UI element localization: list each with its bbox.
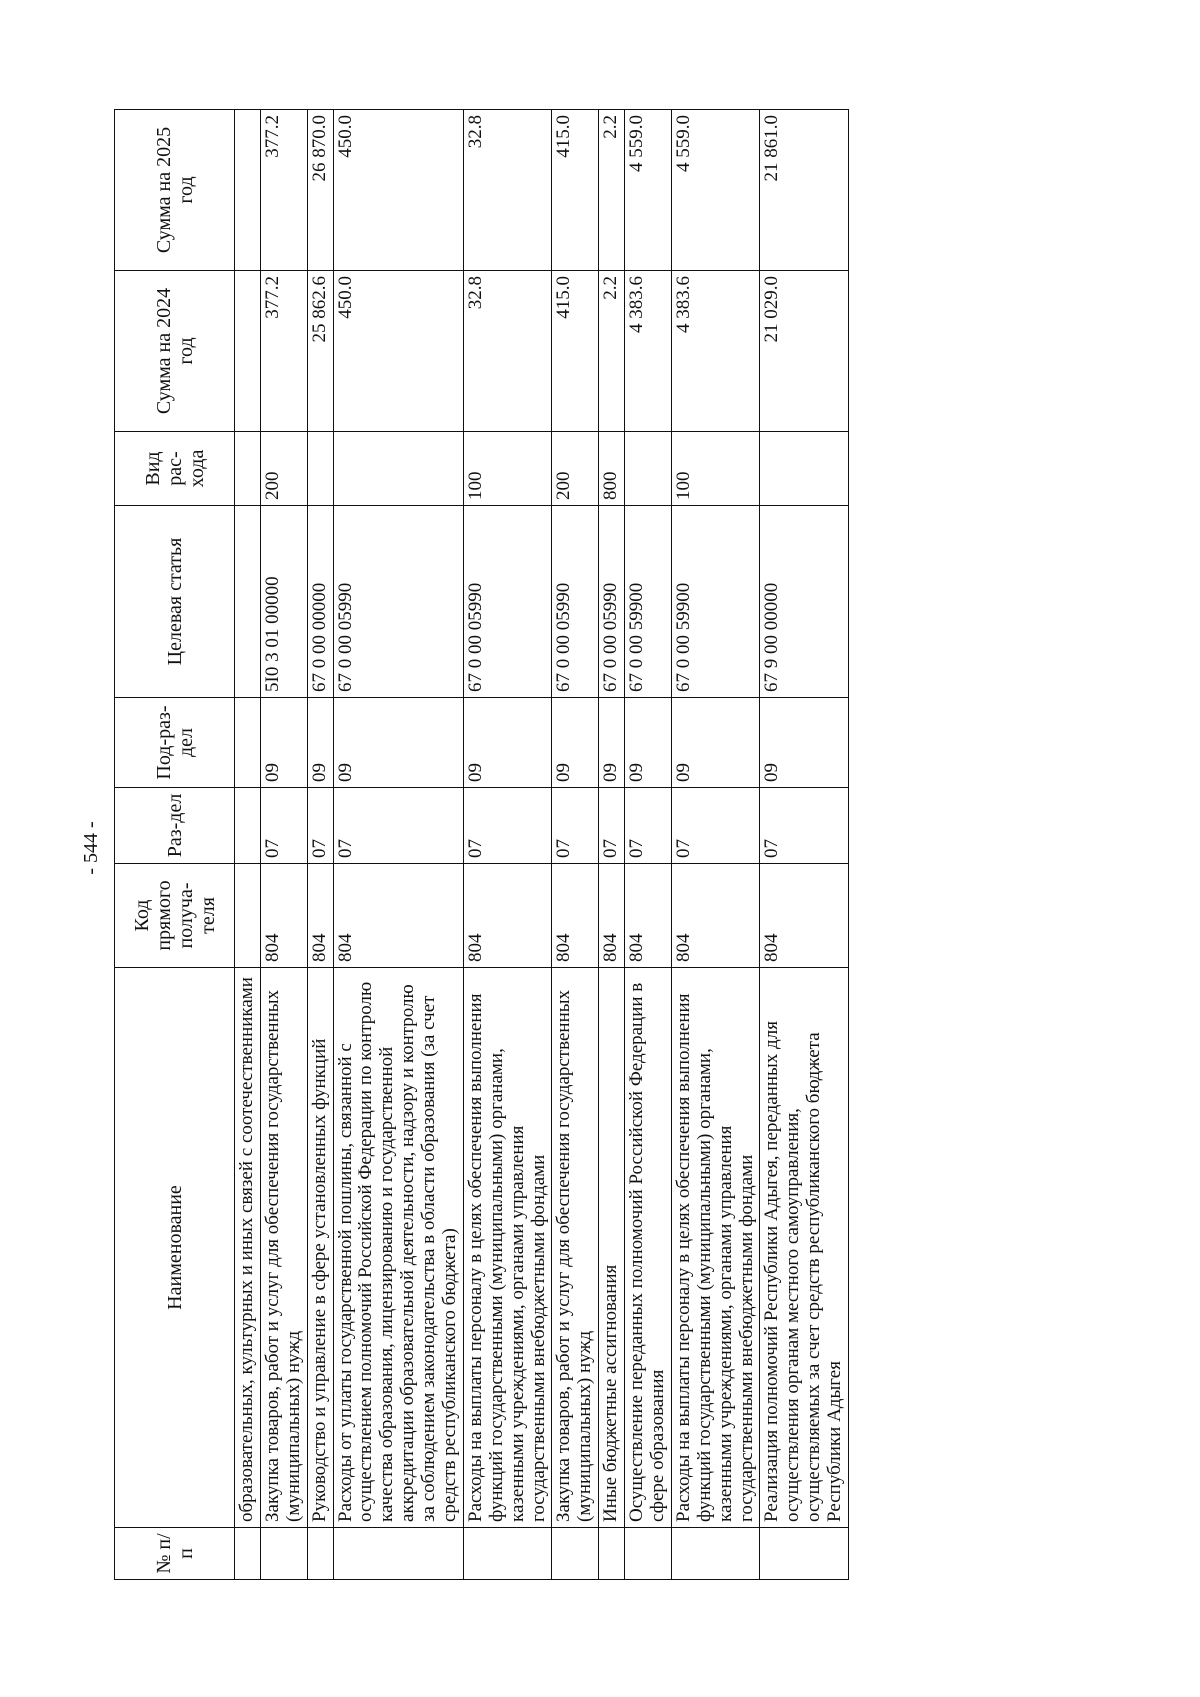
sum-2025-cell: 415.0 <box>552 110 599 271</box>
subsection-cell: 09 <box>463 698 552 788</box>
row-name-cell: Закупка товаров, работ и услуг для обеспечения государственных (муниципальных) нужд <box>552 968 599 1528</box>
target-article-cell: 67 9 00 00000 <box>760 506 849 698</box>
target-article-cell: 67 0 00 00000 <box>307 506 333 698</box>
subsection-cell: 09 <box>552 698 599 788</box>
header-sum-2025: Сумма на 2025 год <box>115 110 235 271</box>
sum-2025-cell <box>235 110 261 271</box>
header-sum-2024: Сумма на 2024 год <box>115 271 235 432</box>
row-num-cell <box>260 1528 307 1580</box>
recipient-code-cell: 804 <box>760 864 849 968</box>
row-num-cell <box>625 1528 672 1580</box>
row-name-cell: Руководство и управление в сфере установленных функций <box>307 968 333 1528</box>
table-body <box>235 110 849 1580</box>
header-code: Код прямого получа-теля <box>115 864 235 968</box>
target-article-cell: 67 0 00 59900 <box>671 506 760 698</box>
section-cell: 07 <box>552 788 599 864</box>
recipient-code-cell <box>235 864 261 968</box>
section-cell <box>235 788 261 864</box>
expense-type-cell: 100 <box>671 432 760 506</box>
row-name-cell: Реализация полномочий Республики Адыгея, переданных для осуществления органам местного самоуправления, осуществляемых за счет средств республиканского бюджета Республики Адыгея <box>760 968 849 1528</box>
sum-2024-cell: 415.0 <box>552 271 599 432</box>
row-num-cell <box>671 1528 760 1580</box>
recipient-code-cell: 804 <box>625 864 672 968</box>
recipient-code-cell: 804 <box>307 864 333 968</box>
header-target: Целевая статья <box>115 506 235 698</box>
target-article-cell: 67 0 00 05990 <box>599 506 625 698</box>
target-article-cell: 67 0 00 59900 <box>625 506 672 698</box>
expense-type-cell <box>307 432 333 506</box>
expense-type-cell: 800 <box>599 432 625 506</box>
subsection-cell: 09 <box>625 698 672 788</box>
row-num-cell <box>760 1528 849 1580</box>
row-num-cell <box>463 1528 552 1580</box>
sum-2024-cell: 377.2 <box>260 271 307 432</box>
page-number: - 544 - <box>80 821 102 875</box>
expense-type-cell: 200 <box>260 432 307 506</box>
row-num-cell <box>552 1528 599 1580</box>
expense-type-cell: 100 <box>463 432 552 506</box>
section-cell: 07 <box>760 788 849 864</box>
subsection-cell <box>235 698 261 788</box>
budget-table <box>114 109 849 1580</box>
row-num-cell <box>599 1528 625 1580</box>
row-name-cell: Иные бюджетные ассигнования <box>599 968 625 1528</box>
target-article-cell: 5I0 3 01 00000 <box>260 506 307 698</box>
header-row <box>115 110 235 1580</box>
row-name-cell: Закупка товаров, работ и услуг для обеспечения государственных (муниципальных) нужд <box>260 968 307 1528</box>
header-name: Наименование <box>115 968 235 1528</box>
sum-2024-cell: 450.0 <box>333 271 463 432</box>
table-row <box>260 110 307 1580</box>
expense-type-cell <box>235 432 261 506</box>
sum-2024-cell <box>235 271 261 432</box>
rotated-page <box>114 110 1064 1580</box>
section-cell: 07 <box>307 788 333 864</box>
recipient-code-cell: 804 <box>260 864 307 968</box>
section-cell: 07 <box>671 788 760 864</box>
sum-2025-cell: 32.8 <box>463 110 552 271</box>
header-num: № п/п <box>115 1528 235 1580</box>
row-name-cell: Осуществление переданных полномочий Российской Федерации в сфере образования <box>625 968 672 1528</box>
header-section: Раз-дел <box>115 788 235 864</box>
header-subsection: Под-раз-дел <box>115 698 235 788</box>
section-cell: 07 <box>333 788 463 864</box>
recipient-code-cell: 804 <box>333 864 463 968</box>
table-row <box>599 110 625 1580</box>
section-cell: 07 <box>625 788 672 864</box>
sum-2024-cell: 4 383.6 <box>671 271 760 432</box>
target-article-cell: 67 0 00 05990 <box>333 506 463 698</box>
sum-2025-cell: 2.2 <box>599 110 625 271</box>
sum-2025-cell: 4 559.0 <box>671 110 760 271</box>
sum-2024-cell: 2.2 <box>599 271 625 432</box>
sum-2024-cell: 32.8 <box>463 271 552 432</box>
sum-2024-cell: 25 862.6 <box>307 271 333 432</box>
subsection-cell: 09 <box>333 698 463 788</box>
target-article-cell: 67 0 00 05990 <box>463 506 552 698</box>
row-name-cell: Расходы от уплаты государственной пошлины, связанной с осуществлением полномочий Российской Федерации по контролю качества образования, лицензированию и государственной аккредитации образовательной деятельности, надзору и контролю за соблюдением законодательства в области образования (за счет средств республиканского бюджета) <box>333 968 463 1528</box>
table-row <box>307 110 333 1580</box>
recipient-code-cell: 804 <box>599 864 625 968</box>
sum-2025-cell: 450.0 <box>333 110 463 271</box>
expense-type-cell: 200 <box>552 432 599 506</box>
row-name-cell: образовательных, культурных и иных связей с соотечественниками <box>235 968 261 1528</box>
table-row <box>235 110 261 1580</box>
sum-2024-cell: 4 383.6 <box>625 271 672 432</box>
row-num-cell <box>235 1528 261 1580</box>
sum-2024-cell: 21 029.0 <box>760 271 849 432</box>
table-row <box>333 110 463 1580</box>
subsection-cell: 09 <box>599 698 625 788</box>
subsection-cell: 09 <box>260 698 307 788</box>
row-num-cell <box>307 1528 333 1580</box>
sum-2025-cell: 26 870.0 <box>307 110 333 271</box>
sum-2025-cell: 4 559.0 <box>625 110 672 271</box>
table-row <box>463 110 552 1580</box>
subsection-cell: 09 <box>760 698 849 788</box>
table-row <box>625 110 672 1580</box>
table-row <box>760 110 849 1580</box>
expense-type-cell <box>760 432 849 506</box>
section-cell: 07 <box>599 788 625 864</box>
recipient-code-cell: 804 <box>463 864 552 968</box>
header-expense: Вид рас-хода <box>115 432 235 506</box>
row-name-cell: Расходы на выплаты персоналу в целях обеспечения выполнения функций государственными (муниципальными) органами, казенными учреждениями, органами управления государственными внебюджетными фондами <box>671 968 760 1528</box>
expense-type-cell <box>333 432 463 506</box>
target-article-cell <box>235 506 261 698</box>
row-name-cell: Расходы на выплаты персоналу в целях обеспечения выполнения функций государственными (муниципальными) органами, казенными учреждениями, органами управления государственными внебюджетными фондами <box>463 968 552 1528</box>
section-cell: 07 <box>463 788 552 864</box>
expense-type-cell <box>625 432 672 506</box>
table-row <box>671 110 760 1580</box>
sum-2025-cell: 377.2 <box>260 110 307 271</box>
subsection-cell: 09 <box>307 698 333 788</box>
recipient-code-cell: 804 <box>671 864 760 968</box>
sum-2025-cell: 21 861.0 <box>760 110 849 271</box>
subsection-cell: 09 <box>671 698 760 788</box>
section-cell: 07 <box>260 788 307 864</box>
recipient-code-cell: 804 <box>552 864 599 968</box>
row-num-cell <box>333 1528 463 1580</box>
table-row <box>552 110 599 1580</box>
target-article-cell: 67 0 00 05990 <box>552 506 599 698</box>
